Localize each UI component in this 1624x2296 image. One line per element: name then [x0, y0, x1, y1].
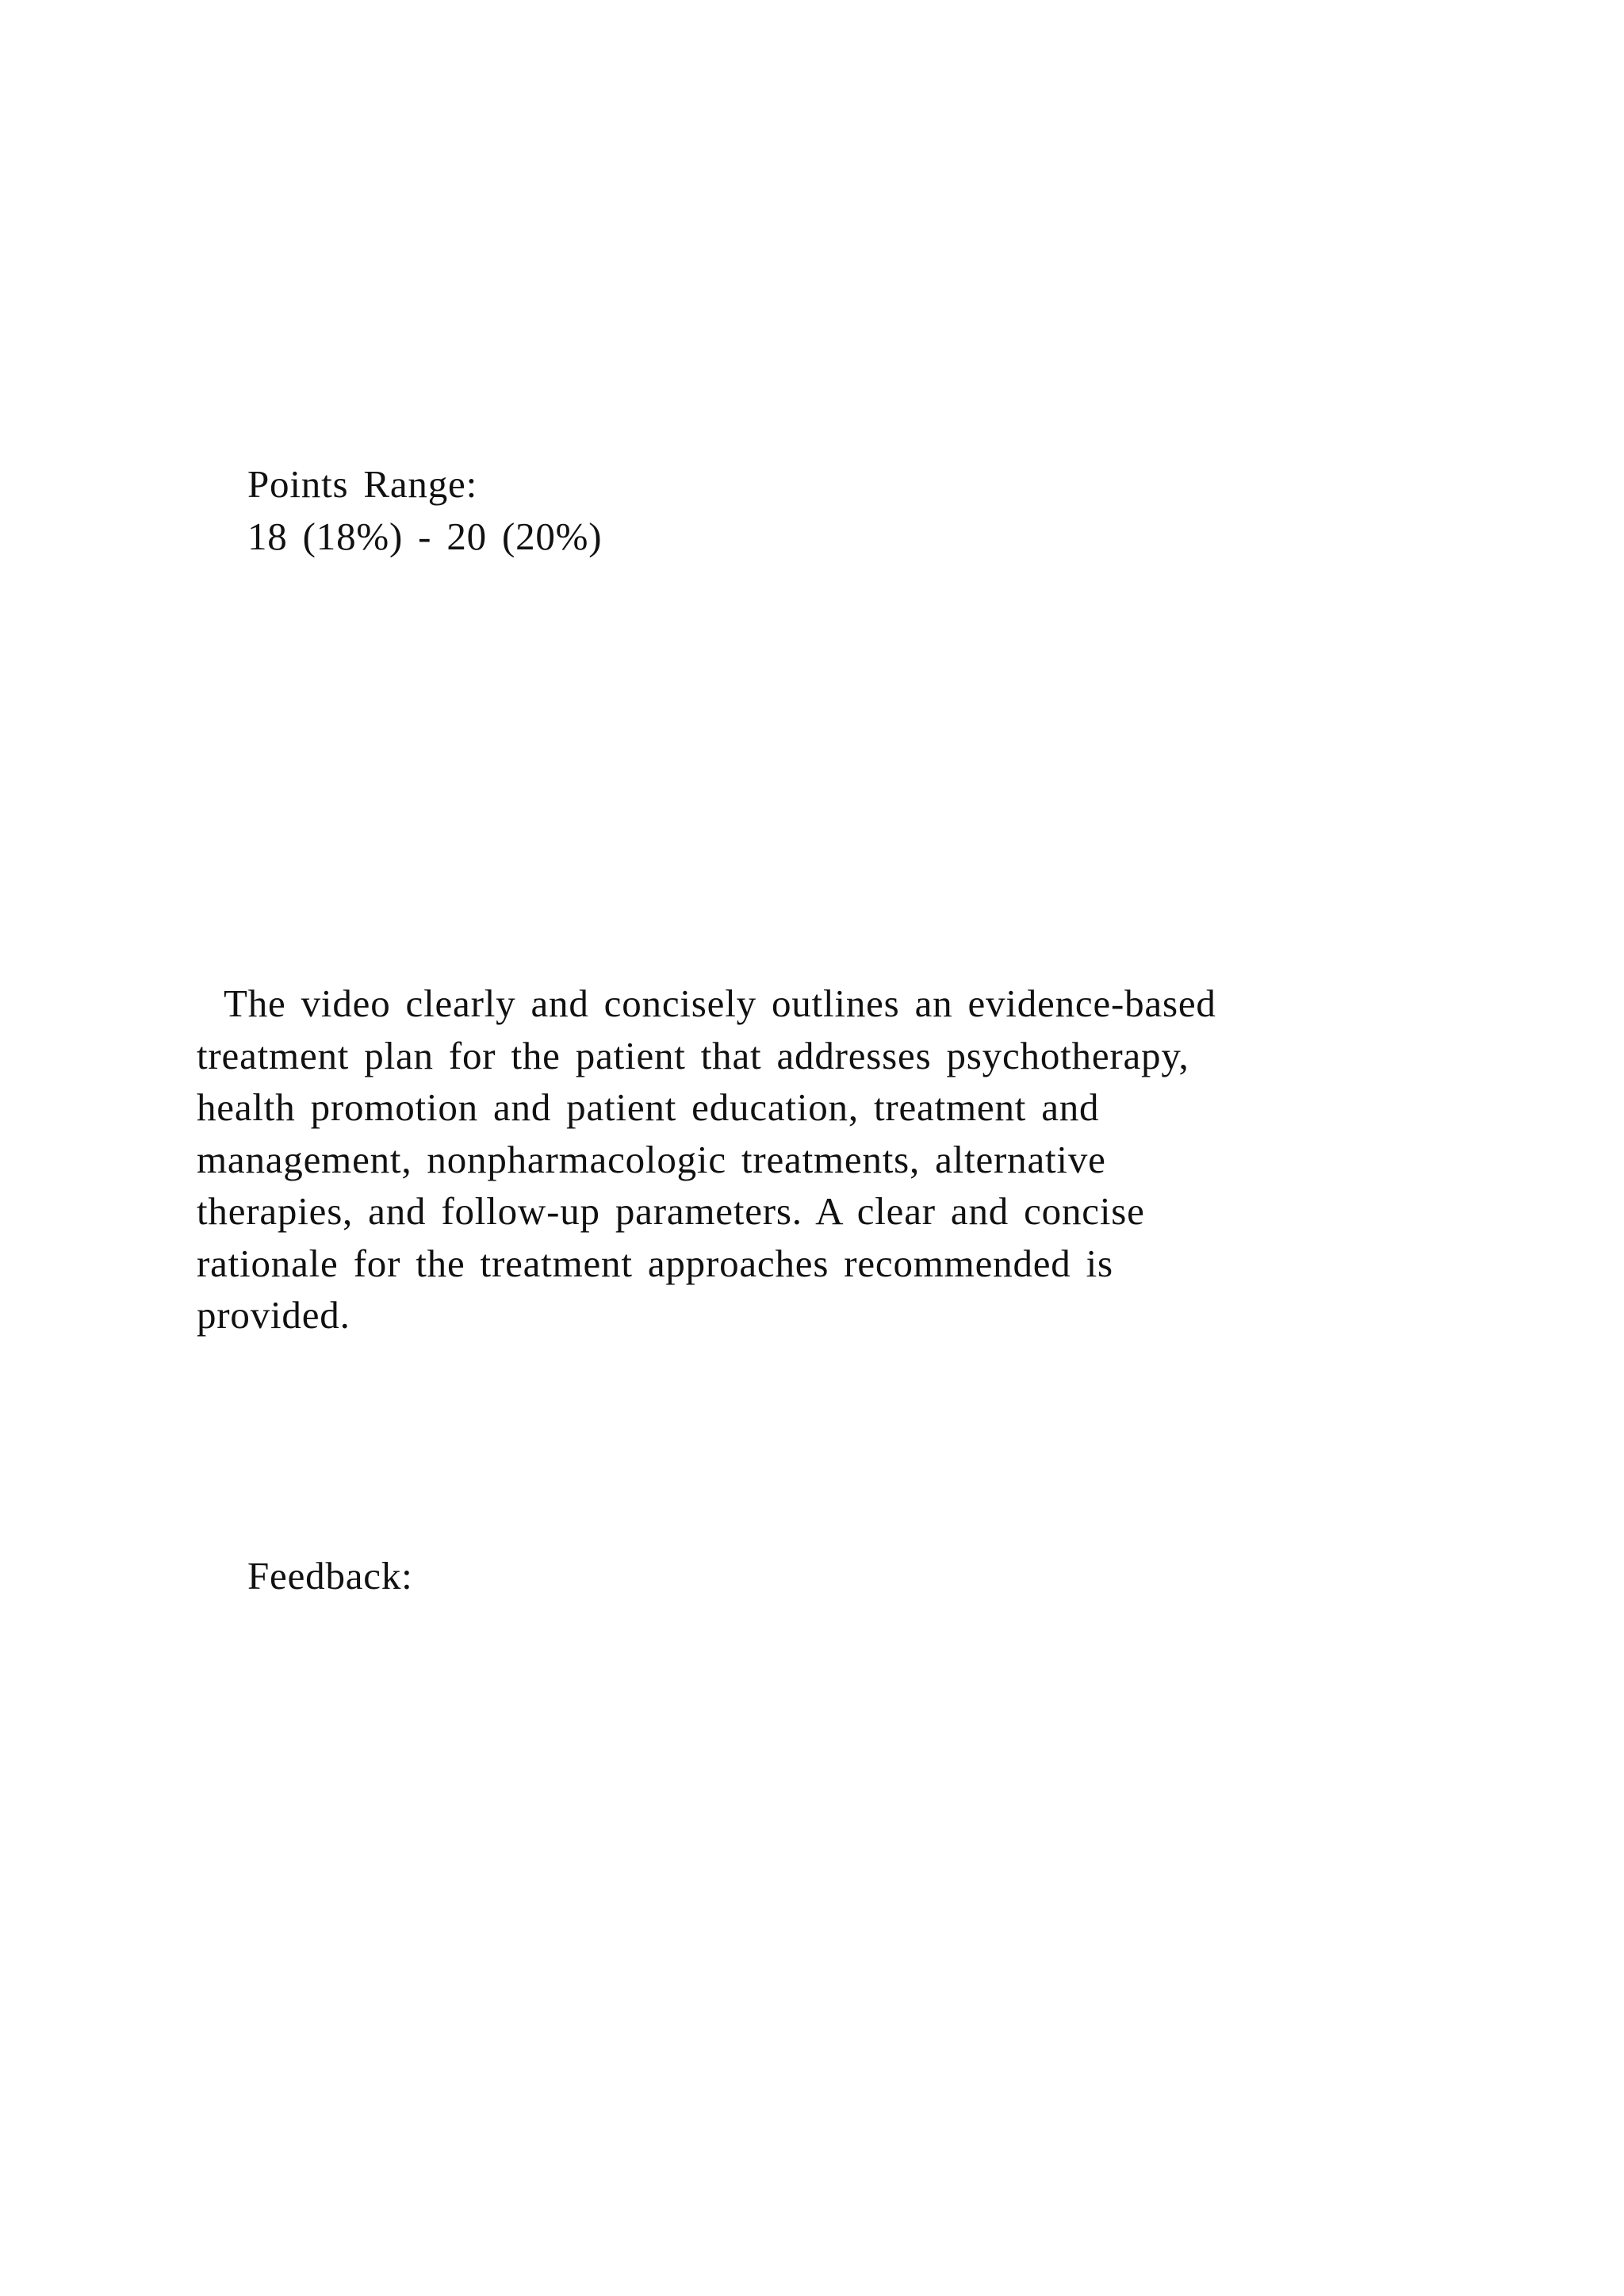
criterion-line: provided.	[197, 1293, 350, 1337]
points-range-value: 18 (18%) - 20 (20%)	[247, 515, 603, 558]
criterion-line: health promotion and patient education, treatment and	[197, 1085, 1100, 1129]
feedback-label: Feedback:	[247, 1554, 413, 1598]
criterion-line: rationale for the treatment approaches recommended is	[197, 1241, 1113, 1285]
criterion-line: management, nonpharmacologic treatments, alternative	[197, 1137, 1106, 1181]
criterion-description	[197, 978, 1216, 1341]
criterion-line: The video clearly and concisely outlines an evidence-based	[224, 982, 1216, 1025]
criterion-line: treatment plan for the patient that addresses psychotherapy,	[197, 1033, 1189, 1077]
points-range-label: Points Range:	[247, 462, 477, 506]
criterion-line: therapies, and follow-up parameters. A clear and concise	[197, 1189, 1145, 1233]
